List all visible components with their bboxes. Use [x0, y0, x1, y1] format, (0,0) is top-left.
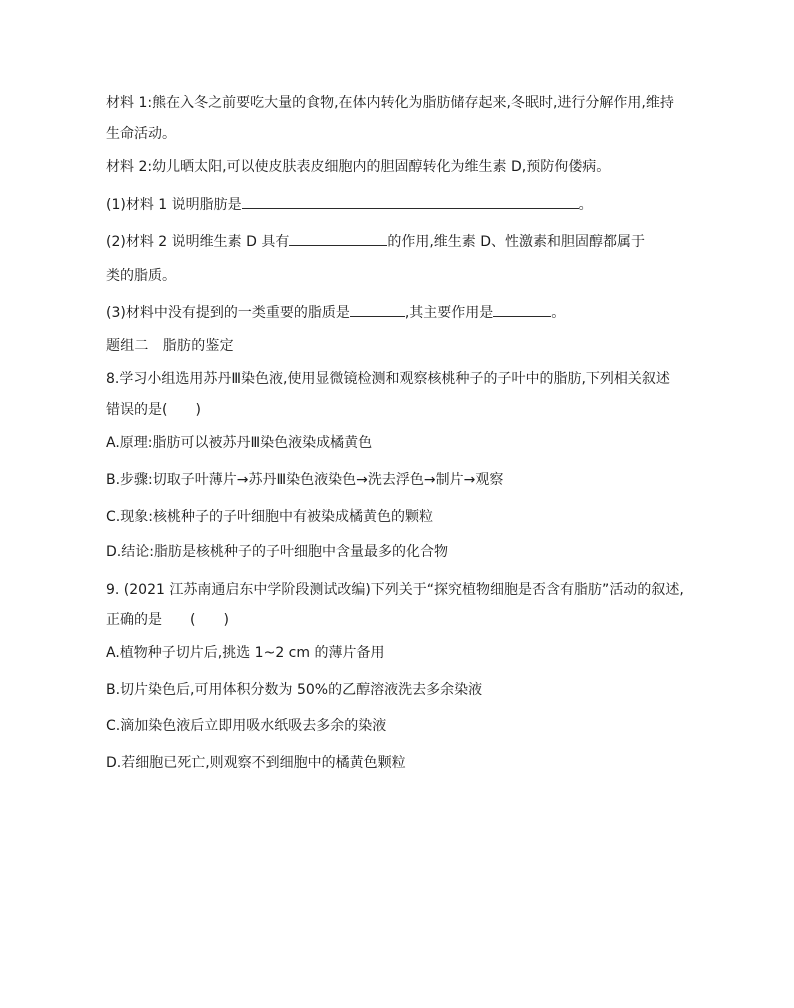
material-1-line-1: 材料 1:熊在入冬之前要吃大量的食物,在体内转化为脂肪储存起来,冬眠时,进行分解作用,维持 — [106, 95, 674, 111]
sub-question-1-end: 。 — [578, 197, 593, 213]
section-title: 题组二 脂肪的鉴定 — [106, 338, 234, 354]
answer-blank — [350, 304, 405, 317]
sub-question-3-end: 。 — [551, 305, 566, 321]
sub-question-3-middle: ,其主要作用是 — [404, 305, 494, 321]
question-8-stem-line-1: 8.学习小组选用苏丹Ⅲ染色液,使用显微镜检测和观察核桃种子的子叶中的脂肪,下列相关叙述 — [106, 371, 670, 387]
question-8-option-b: B.步骤:切取子叶薄片→苏丹Ⅲ染色液染色→洗去浮色→制片→观察 — [106, 472, 504, 488]
question-9-option-d: D.若细胞已死亡,则观察不到细胞中的橘黄色颗粒 — [106, 755, 406, 771]
sub-question-1 — [106, 196, 593, 214]
answer-blank — [242, 196, 579, 209]
answer-blank — [289, 233, 387, 246]
sub-question-2-line-2: 类的脂质。 — [106, 268, 176, 284]
material-1-line-2: 生命活动。 — [106, 126, 176, 142]
sub-question-2-middle: 的作用,维生素 D、性激素和胆固醇都属于 — [387, 234, 646, 250]
question-8-option-a: A.原理:脂肪可以被苏丹Ⅲ染色液染成橘黄色 — [106, 435, 373, 451]
question-9-option-c: C.滴加染色液后立即用吸水纸吸去多余的染液 — [106, 718, 387, 734]
question-9-stem-line-1: 9. (2021 江苏南通启东中学阶段测试改编)下列关于“探究植物细胞是否含有脂肪”活动的叙述, — [106, 582, 684, 598]
question-9-option-b: B.切片染色后,可用体积分数为 50%的乙醇溶液洗去多余染液 — [106, 682, 483, 698]
sub-question-3-text: (3)材料中没有提到的一类重要的脂质是 — [106, 305, 350, 321]
sub-question-2-text: (2)材料 2 说明维生素 D 具有 — [106, 234, 290, 250]
sub-question-3 — [106, 304, 565, 322]
answer-blank — [493, 304, 551, 317]
material-2-line-1: 材料 2:幼儿晒太阳,可以使皮肤表皮细胞内的胆固醇转化为维生素 D,预防佝偻病。 — [106, 159, 611, 175]
question-9-stem-line-2: 正确的是 ( ) — [106, 612, 229, 628]
sub-question-2 — [106, 233, 645, 251]
sub-question-1-text: (1)材料 1 说明脂肪是 — [106, 197, 242, 213]
question-8-option-d: D.结论:脂肪是核桃种子的子叶细胞中含量最多的化合物 — [106, 544, 448, 560]
question-8-option-c: C.现象:核桃种子的子叶细胞中有被染成橘黄色的颗粒 — [106, 509, 433, 525]
question-8-stem-line-2: 错误的是( ) — [106, 402, 201, 418]
question-9-option-a: A.植物种子切片后,挑选 1~2 cm 的薄片备用 — [106, 645, 385, 661]
